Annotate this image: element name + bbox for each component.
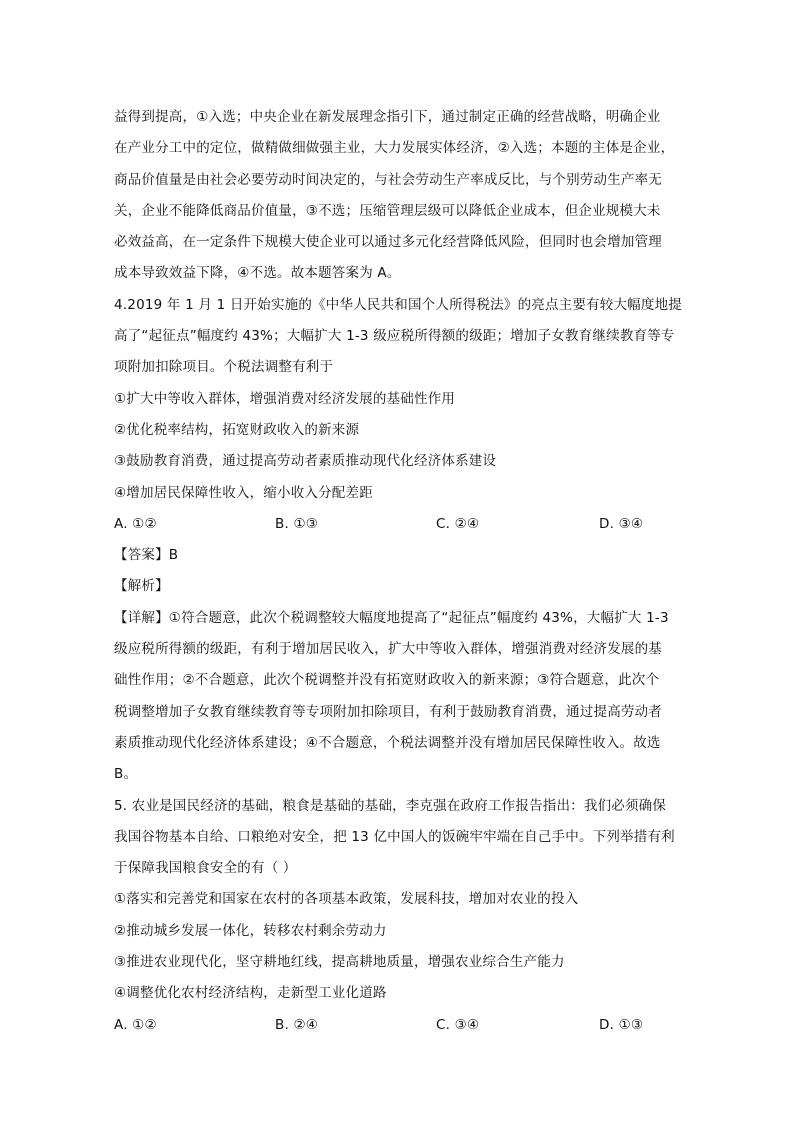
option-d: D. ③④ — [599, 515, 644, 532]
option-c: C. ③④ — [436, 1016, 480, 1033]
question-stem-line: 我国谷物基本自给、口粮绝对安全，把 13 亿中国人的饭碗牢牢端在自己手中。下列举措有利 — [114, 828, 675, 845]
statement-item: ④增加居民保障性收入，缩小收入分配差距 — [114, 484, 373, 501]
question-stem-line: 于保障我国粮食安全的有（ ） — [114, 860, 297, 877]
statement-item: ④调整优化农村经济结构，走新型工业化道路 — [114, 985, 387, 1002]
option-b: B. ①③ — [275, 515, 319, 532]
previous-answer-continuation — [114, 102, 680, 290]
option-d: D. ①③ — [599, 1016, 644, 1033]
option-c: C. ②④ — [436, 515, 480, 532]
option-a: A. ①② — [114, 1016, 157, 1033]
option-a: A. ①② — [114, 515, 157, 532]
detail-line: 础性作用；②不合题意，此次个税调整并没有拓宽财政收入的新来源；③符合题意，此次个 — [114, 672, 660, 689]
answer-options — [114, 1010, 680, 1041]
text-line: 成本导致效益下降，④不选。故本题答案为 A。 — [114, 265, 401, 282]
question-stem-line: 4.2019 年 1 月 1 日开始实施的《中华人民共和国个人所得税法》的亮点主要有较大幅度地提 — [114, 296, 682, 313]
question-stem-line: 项附加扣除项目。个税法调整有利于 — [114, 359, 334, 376]
question-5 — [114, 791, 680, 1041]
question-stem-line: 5. 农业是国民经济的基础，粮食是基础的基础，李克强在政府工作报告指出：我们必须确保 — [114, 797, 667, 814]
statement-item: ②优化税率结构，拓宽财政收入的新来源 — [114, 421, 360, 438]
statement-item: ①扩大中等收入群体，增强消费对经济发展的基础性作用 — [114, 390, 456, 407]
option-b: B. ②④ — [275, 1016, 319, 1033]
text-line: 益得到提高，①入选；中央企业在新发展理念指引下，通过制定正确的经营战略，明确企业 — [114, 109, 661, 125]
statement-item: ①落实和完善党和国家在农村的各项基本政策，发展科技，增加对农业的投入 — [114, 891, 579, 908]
statement-item: ②推动城乡发展一体化，转移农村剩余劳动力 — [114, 922, 387, 939]
question-4 — [114, 290, 680, 791]
detail-line: 级应税所得额的级距，有利于增加居民收入，扩大中等收入群体，增强消费对经济发展的基 — [114, 641, 662, 658]
question-stem-line: 高了“起征点”幅度约 43%；大幅扩大 1-3 级应税所得额的级距；增加子女教育继续教育等专 — [114, 328, 675, 345]
answer-options — [114, 509, 680, 540]
answer-line: 【答案】B — [114, 547, 179, 564]
text-line: 商品价值量是由社会必要劳动时间决定的，与社会劳动生产率成反比，与个别劳动生产率无 — [114, 171, 662, 188]
detail-line: 税调整增加子女教育继续教育等专项附加扣除项目，有利于鼓励教育消费，通过提高劳动者 — [114, 703, 662, 720]
detail-line: 【详解】①符合题意，此次个税调整较大幅度地提高了“起征点”幅度约 43%，大幅扩大 1-3 — [114, 609, 669, 626]
text-line: 必效益高，在一定条件下规模大使企业可以通过多元化经营降低风险，但同时也会增加管理 — [114, 234, 662, 251]
statement-item: ③鼓励教育消费，通过提高劳动者素质推动现代化经济体系建设 — [114, 453, 497, 470]
analysis-label: 【解析】 — [114, 578, 169, 595]
document-body — [114, 102, 680, 1041]
statement-item: ③推进农业现代化，坚守耕地红线，提高耕地质量，增强农业综合生产能力 — [114, 954, 565, 971]
text-line: 关，企业不能降低商品价值量，③不选；压缩管理层级可以降低企业成本，但企业规模大未 — [114, 202, 661, 219]
detail-line: 素质推动现代化经济体系建设；④不合题意，个税法调整并没有增加居民保障性收入。故选 — [114, 734, 661, 751]
text-line: 在产业分工中的定位，做精做细做强主业，大力发展实体经济，②入选；本题的主体是企业， — [114, 140, 675, 157]
detail-line: B。 — [114, 766, 138, 783]
